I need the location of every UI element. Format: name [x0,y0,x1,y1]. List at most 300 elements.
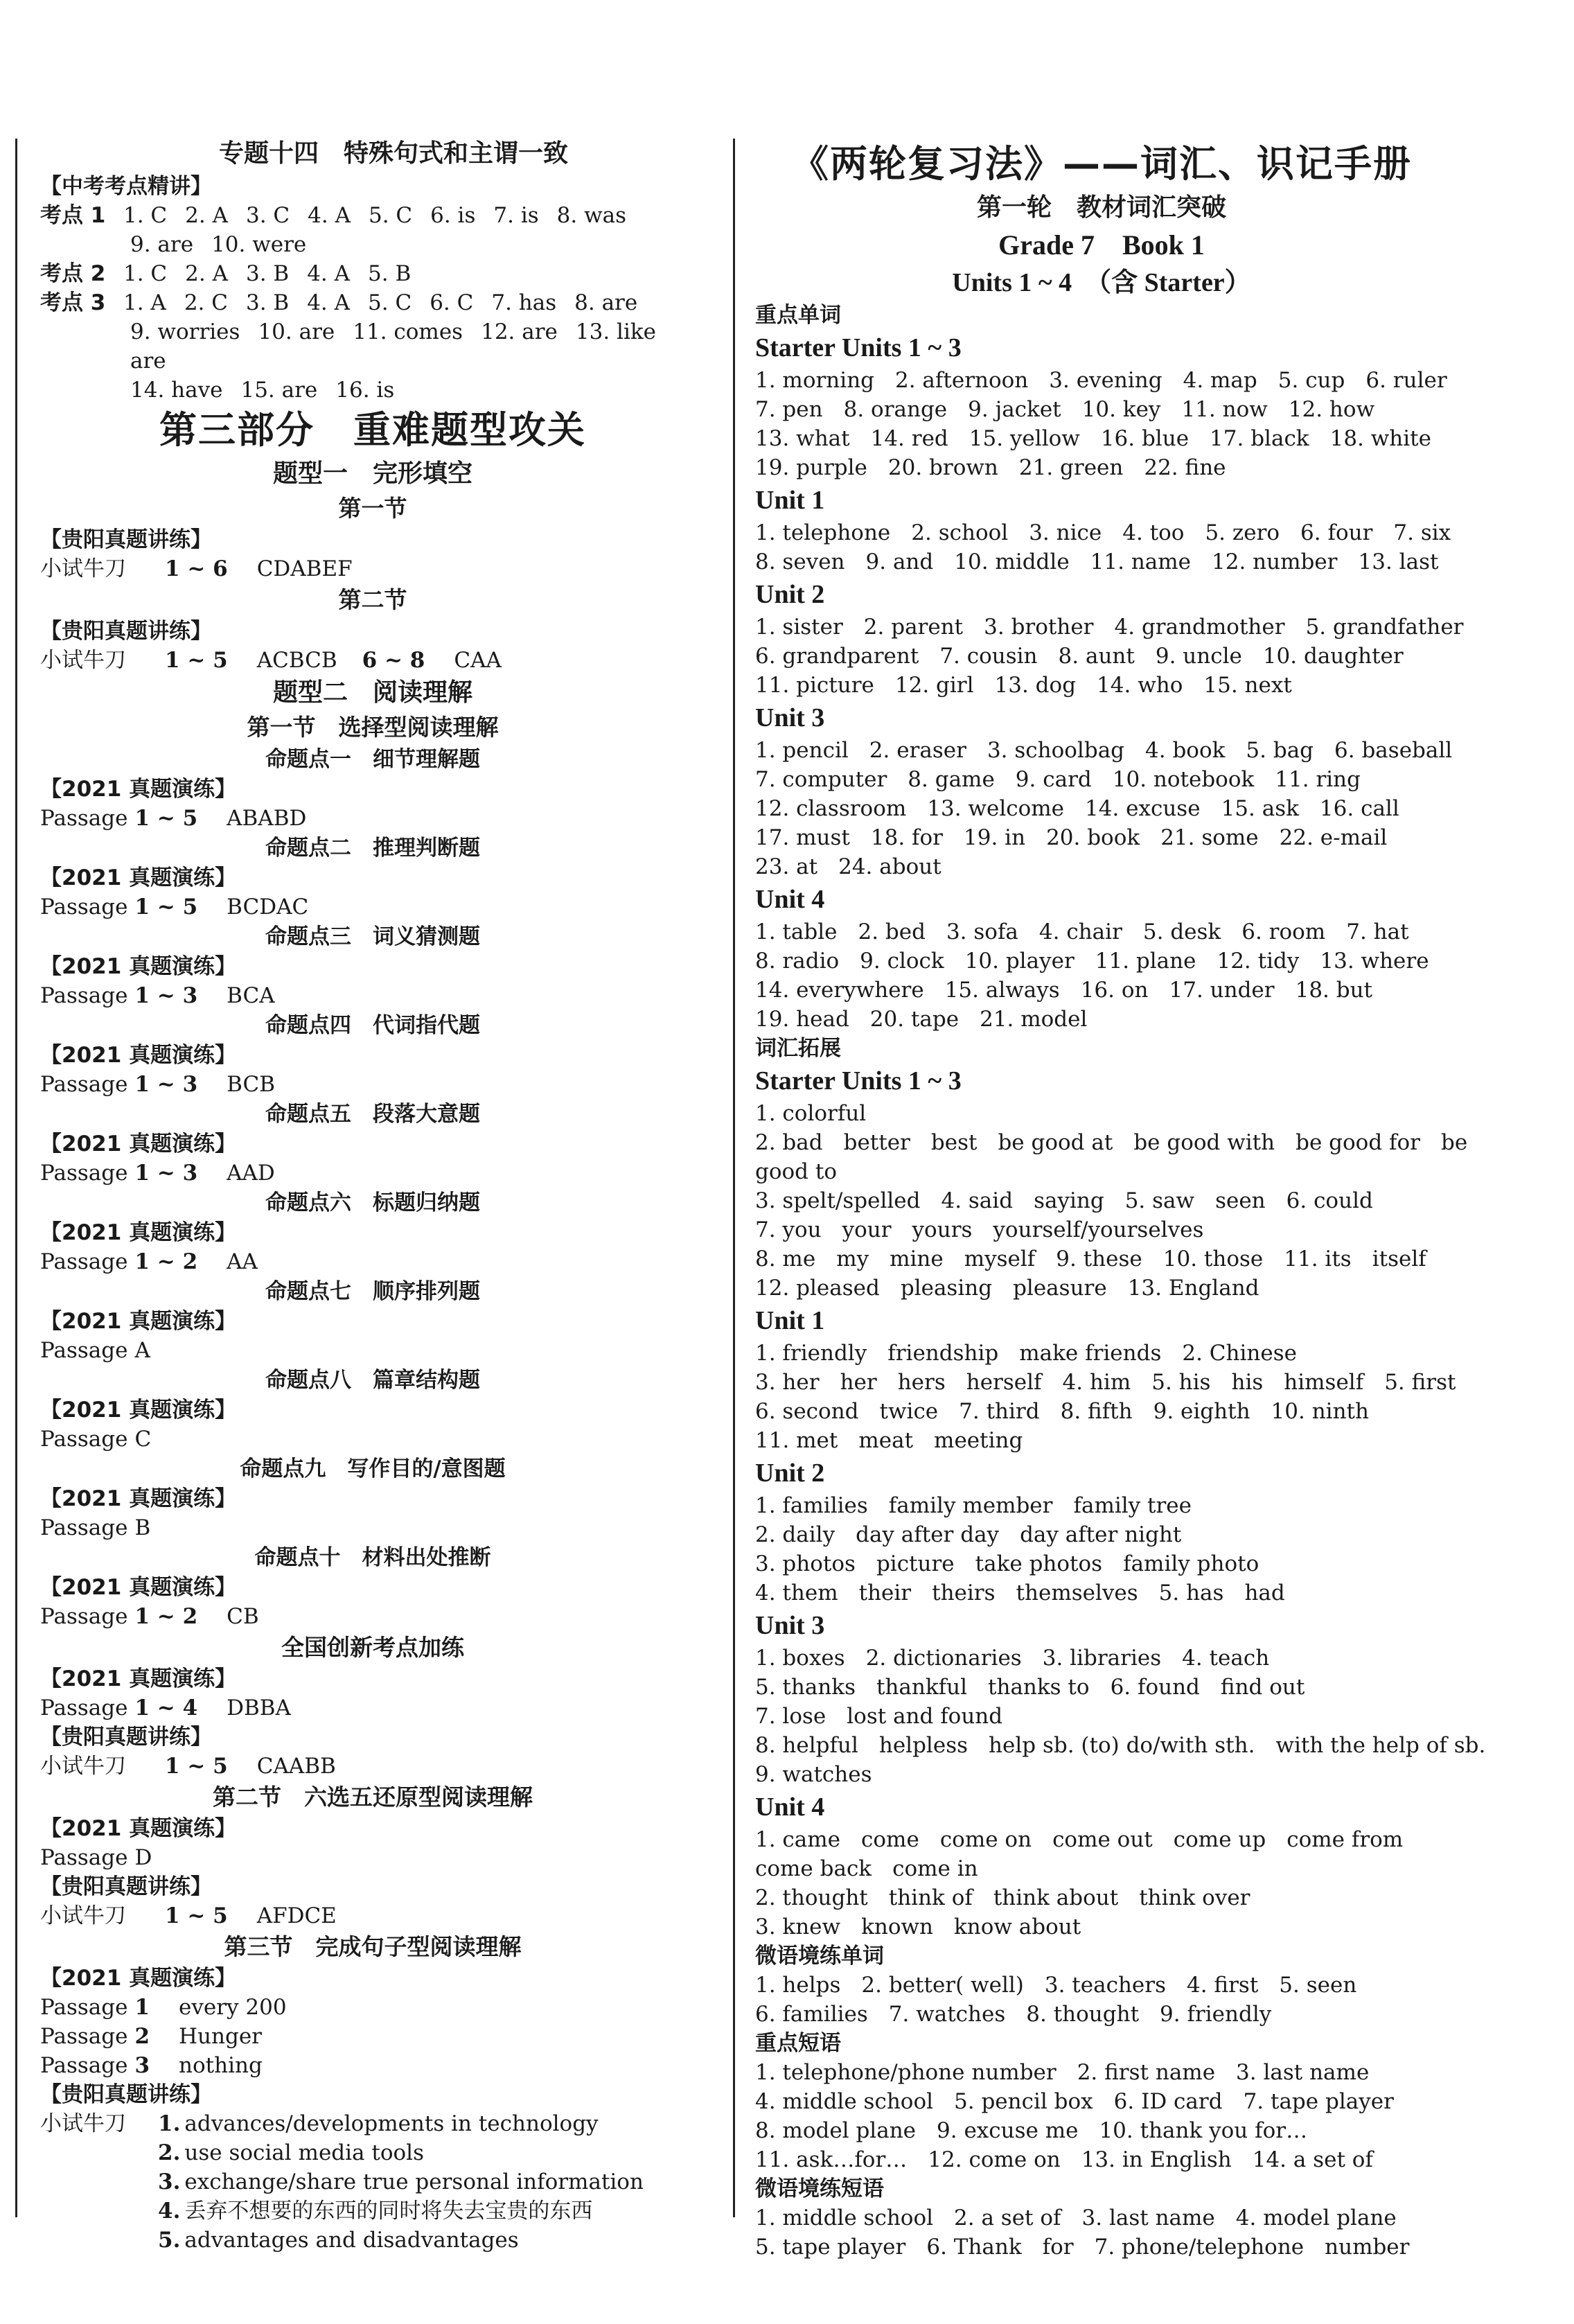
word-item: 10. notebook [1112,767,1255,792]
word-item: 2. afternoon [895,368,1029,393]
word-item: 10. middle [954,549,1070,574]
guiyang-tag-1: 【贵阳真题讲练】 [40,527,212,552]
word-item: 14. everywhere [755,978,924,1003]
xsnd-label: 小试牛刀 [40,556,126,581]
word-item: 3. brother [984,615,1094,640]
answer-item: 10. are [258,319,335,344]
answer-item: 5. C [368,203,413,228]
word-item: 3. last name [1236,2060,1370,2085]
r3-row-1 [40,1993,705,2022]
word-item: 18. for [870,825,944,850]
word-item: helpless [878,1733,969,1758]
word-item: 3. teachers [1044,1973,1166,1998]
word-item: her [840,1370,877,1395]
word-item: number [1325,2235,1410,2260]
cp10-row [40,1602,705,1631]
word-item: 1. boxes [755,1646,845,1671]
answer: Hunger [179,2024,262,2049]
passage-label: Passage [40,1161,128,1186]
passage-num: 3 [134,2053,150,2078]
word-item: 11. met [755,1428,838,1453]
kaodian-3-items-2 [130,317,705,376]
answer-item: 12. are [481,319,558,344]
word-item: 23. at [755,854,818,879]
word-item: 19. in [964,825,1026,850]
word-item: 13. in English [1081,2147,1232,2172]
list-row [755,1128,1468,1157]
word-item: seen [1215,1188,1266,1213]
cp1-row [40,804,705,833]
word-item: 2. daily [755,1522,835,1547]
item-num: 4. [158,2199,181,2224]
word-item: 2. eraser [869,738,966,763]
word-item: lost and found [847,1704,1003,1729]
word-item: take photos [975,1551,1103,1576]
word-item: known [861,1914,933,1939]
word-item: theirs [932,1581,996,1605]
qg-row [40,1693,705,1723]
word-item: 1. morning [755,368,874,393]
word-item: himself [1284,1370,1364,1395]
word-item: 17. black [1210,426,1309,451]
word-item: 10. ninth [1271,1399,1369,1424]
word-item: meeting [934,1428,1023,1453]
zhenti-tag: 【2021 真题演练】 [40,1220,237,1245]
starter-heading: Starter Units 1 ~ 3 [755,333,962,362]
vocab-expansion-heading: 词汇拓展 [755,1036,841,1061]
answer: BCB [227,1072,275,1097]
word-item: 5. his [1151,1370,1211,1395]
cp1-heading: 命题点一 细节理解题 [265,747,480,772]
list-row [755,1971,1448,2000]
word-item: 17. must [755,825,850,850]
item-text: advances/developments in technology [184,2111,599,2136]
word-item: 14. red [870,426,948,451]
word-item: 12. classroom [755,796,907,821]
answer-item: 14. have [130,378,223,403]
word-item: 2. a set of [954,2206,1061,2230]
word-item: good to [755,1159,837,1184]
list-row [755,1368,1456,1397]
list-row [755,1760,1448,1789]
word-item: 4. chair [1038,919,1122,944]
word-item: 21. model [980,1007,1088,1032]
word-item: 19. head [755,1007,849,1032]
answer-item: 2. A [185,261,228,286]
word-item: 9. uncle [1155,644,1242,669]
word-item: your [842,1217,892,1242]
answer: AAD [227,1161,275,1186]
word-item: 6. grandparent [755,644,919,669]
word-item: 4. grandmother [1114,615,1285,640]
answer: BCA [227,983,275,1008]
answer-item: 2. C [184,290,228,315]
passage-label: Passage [40,2024,128,2049]
list-row [755,852,1448,881]
answer-item: 1. C [123,261,168,286]
word-item: 3. knew [755,1914,841,1939]
list-row [755,2087,1448,2116]
word-item: 18. white [1329,426,1431,451]
xsnd-label: 小试牛刀 [40,2111,126,2136]
word-item: hers [897,1370,946,1395]
word-item: 10. daughter [1262,644,1404,669]
word-item: day after day [856,1522,1000,1547]
word-item: think over [1139,1885,1250,1910]
word-item: 3. libraries [1042,1646,1162,1671]
cp4-row [40,1070,705,1099]
list-row [755,1005,1448,1034]
word-item: 12. number [1212,549,1338,574]
topic-14-heading: 专题十四 特殊句式和主谓一致 [218,139,568,168]
word-item: 12. how [1288,397,1375,422]
word-item: 13. where [1320,949,1429,974]
word-item: for [1042,2235,1074,2260]
list-item [158,2167,644,2197]
word-item: 4. middle school [755,2089,934,2114]
word-item: friendship [887,1341,999,1366]
starter-expansion-list [755,1099,1468,1303]
unit-2-heading-2: Unit 2 [755,1459,825,1488]
word-item: 4. teach [1182,1646,1270,1671]
list-row [755,1549,1448,1578]
section-2-heading: 第二节 [338,586,407,613]
list-row [755,2203,1448,2233]
word-item: 3. spelt/spelled [755,1188,921,1213]
unit-3-expansion-list [755,1644,1486,1789]
word-item: 20. tape [869,1007,960,1032]
answer: A [134,1338,150,1363]
word-item: 6. room [1241,919,1326,944]
list-row [755,1644,1448,1673]
word-item: 1. middle school [755,2206,934,2230]
right-column [755,139,1486,2262]
answer: CDABEF [256,556,353,581]
kaodian-3-row-3 [40,376,705,405]
word-item: 2. bed [858,919,926,944]
list-row [755,1426,1448,1455]
word-item: 8. thought [1026,2002,1140,2027]
list-row [755,765,1448,794]
zhenti-tag: 【2021 真题演练】 [40,1575,237,1600]
answer-item: 6. is [430,203,476,228]
kaodian-3-items-3 [130,376,394,405]
answer: CAABB [256,1754,336,1779]
answer: BCDAC [227,895,309,919]
word-item: 10. key [1081,397,1161,422]
word-item: 13. dog [994,673,1077,698]
word-item: better [843,1130,910,1155]
word-item: my [836,1247,869,1271]
unit-1-heading: Unit 1 [755,486,825,515]
micro-context-words-list [755,1971,1448,2029]
item-text: advantages and disadvantages [184,2228,519,2253]
xsnd-label: 小试牛刀 [40,1903,126,1928]
word-item: 5. saw [1124,1188,1195,1213]
word-item: 20. brown [887,455,998,480]
word-item: 20. book [1046,825,1140,850]
word-item: 22. e-mail [1279,825,1388,850]
word-item: 13. welcome [927,796,1064,821]
list-row [755,794,1448,823]
starter-list [755,366,1448,482]
list-row [755,2116,1448,2145]
word-item: 14. who [1097,673,1183,698]
cp10-heading: 命题点十 材料出处推断 [254,1545,491,1570]
answer-item: 4. A [307,290,351,315]
word-item: 16. blue [1100,426,1190,451]
range: 1 ~ 3 [134,1161,198,1186]
word-item: 5. zero [1205,520,1280,545]
word-item: 11. name [1090,549,1192,574]
reading-section-2: 第二节 六选五还原型阅读理解 [213,1784,533,1811]
cp5-heading: 命题点五 段落大意题 [265,1102,480,1127]
list-row [755,1673,1448,1702]
unit-4-expansion-list [755,1825,1448,1942]
word-item: 1. families [755,1493,868,1518]
passage-num: 2 [134,2024,150,2049]
word-item: come up [1173,1827,1266,1852]
cp9-heading: 命题点九 写作目的/意图题 [240,1456,506,1481]
kaodian-1-items-2 [130,230,306,259]
item-num: 2. [158,2140,181,2165]
answer-item: 10. were [211,232,307,257]
list-row [755,1491,1448,1520]
word-item: 4. first [1187,1973,1259,1998]
word-item: 6. ID card [1113,2089,1223,2114]
part-3-heading: 第三部分 重难题型攻关 [159,408,586,452]
word-item: 8. game [908,767,995,792]
kaodian-1-row-2 [40,230,705,259]
list-row [755,1215,1448,1244]
word-item: 14. excuse [1085,796,1201,821]
cp6-heading: 命题点六 标题归纳题 [265,1190,480,1215]
word-item: thanks to [988,1675,1090,1700]
word-item: 9. jacket [968,397,1061,422]
word-item: come on [939,1827,1032,1852]
unit-1-expansion-list [755,1339,1456,1455]
range: 1 ~ 5 [134,895,198,919]
list-row [755,976,1448,1005]
list-row [755,1825,1448,1854]
zhenti-tag: 【2021 真题演练】 [40,1309,237,1334]
range-2: 6 ~ 8 [362,648,425,673]
guiyang-tag-4: 【贵阳真题讲练】 [40,1874,212,1899]
unit-4-list [755,917,1448,1034]
word-item: come out [1052,1827,1153,1852]
section-1-heading: 第一节 [338,495,407,522]
range: 1 ~ 5 [165,1903,228,1928]
word-item: 4. him [1062,1370,1131,1395]
word-item: 22. fine [1144,455,1226,480]
answer-item: 9. worries [130,319,240,344]
word-item: 12. tidy [1217,949,1300,974]
word-item: come from [1286,1827,1404,1852]
answer: CB [227,1604,259,1629]
word-item: pleasure [1013,1276,1107,1301]
word-item: 6. second [755,1399,859,1424]
unit-4-heading: Unit 4 [755,885,825,914]
cp2-row [40,892,705,922]
list-row [755,453,1448,482]
word-item: 11. its [1284,1247,1352,1271]
passage-label: Passage [40,895,128,919]
word-item: 7. cousin [939,644,1038,669]
word-item: best [930,1130,978,1155]
word-item: mine [890,1247,944,1271]
cp3-row [40,981,705,1010]
zhongkao-tag: 【中考考点精讲】 [40,174,212,199]
answer-item: are [130,349,166,373]
range: 1 ~ 6 [165,556,228,581]
r3-row-2 [40,2022,705,2051]
cp6-row [40,1247,705,1276]
list-row [755,1099,1448,1128]
word-item: 16. on [1080,978,1149,1003]
word-item: 6. families [755,2002,868,2027]
word-item: 2. first name [1077,2060,1216,2085]
word-item: 2. dictionaries [865,1646,1022,1671]
word-item: 5. first [1384,1370,1456,1395]
word-item: 9. clock [860,949,944,974]
word-item: 7. phone/telephone [1094,2235,1305,2260]
answer-item: 1. A [123,290,166,315]
word-item: picture [876,1551,955,1576]
item-text: exchange/share true personal information [184,2169,644,2194]
zhenti-tag: 【2021 真题演练】 [40,777,237,802]
reading-section-1: 第一节 选择型阅读理解 [247,714,499,741]
word-item: 7. six [1393,520,1451,545]
kaodian-3-row [40,288,705,317]
range: 1 ~ 4 [134,1696,198,1720]
word-item: 8. me [755,1247,816,1271]
passage-label: Passage [40,983,128,1008]
word-item: 5. pencil box [954,2089,1093,2114]
passage-num: 1 [134,1995,150,2020]
word-item: 11. picture [755,673,874,698]
unit-2-list [755,613,1464,700]
list-row [755,1397,1448,1426]
range: 1 ~ 5 [134,806,198,831]
word-item: 10. those [1162,1247,1264,1271]
word-item: 9. friendly [1160,2002,1272,2027]
word-item: themselves [1016,1581,1138,1605]
unit-3-heading: Unit 3 [755,703,825,732]
word-item: come in [892,1856,978,1881]
key-phrases-heading: 重点短语 [755,2031,841,2056]
cp3-heading: 命题点三 词义猜测题 [265,924,480,949]
word-item: 5. bag [1246,738,1314,763]
xsnd-label: 小试牛刀 [40,1754,126,1779]
word-item: 4. book [1145,738,1226,763]
handbook-title: 《两轮复习法》——词汇、识记手册 [791,142,1412,186]
unit-3-heading-2: Unit 3 [755,1611,825,1640]
unit-4-heading-2: Unit 4 [755,1793,825,1822]
answer-item: 7. has [491,290,557,315]
micro-context-phrases-list [755,2203,1448,2262]
word-item: family photo [1123,1551,1259,1576]
answer-item: 9. are [130,232,194,257]
range: 1 ~ 2 [134,1604,198,1629]
answer: DBBA [227,1696,291,1720]
list-item [158,2109,644,2138]
word-item: 3. her [755,1370,820,1395]
answer: C [134,1427,152,1452]
column-divider [733,139,735,2217]
item-text: use social media tools [184,2140,424,2165]
passage-label: Passage [40,1515,128,1540]
word-item: 8. model plane [755,2118,917,2143]
word-item: 12. pleased [755,1276,880,1301]
item-num: 1. [158,2111,181,2136]
r2-xsnd-row [40,1901,705,1930]
answer-item: 2. A [185,203,228,228]
left-column [40,136,705,2255]
r2-row [40,1843,705,1872]
answer: every 200 [179,1995,287,2020]
word-item: 1. helps [755,1973,841,1998]
answer: AA [227,1249,258,1274]
word-item: 1. table [755,919,838,944]
word-item: 7. hat [1346,919,1409,944]
kaodian-2-label: 考点 2 [40,261,106,286]
unit-2-heading: Unit 2 [755,580,825,609]
list-row [755,2145,1448,2174]
word-item: 5. desk [1142,919,1221,944]
r3-xsnd-block [40,2109,705,2255]
word-item: 6. baseball [1334,738,1453,763]
word-item: 2. bad [755,1130,823,1155]
word-item: be good at [998,1130,1113,1155]
list-row [755,518,1451,547]
zhenti-tag: 【2021 真题演练】 [40,865,237,890]
answer: ACBCB [256,648,337,673]
word-item: 15. ask [1221,796,1299,821]
list-item [158,2138,644,2167]
passage-label: Passage [40,806,128,831]
list-row [755,1578,1448,1608]
zhenti-tag: 【2021 真题演练】 [40,1966,237,1991]
word-item: 1. telephone [755,520,891,545]
word-item: day after night [1020,1522,1182,1547]
word-item: twice [879,1399,939,1424]
word-item: 11. ring [1275,767,1361,792]
cp2-heading: 命题点二 推理判断题 [265,836,480,861]
word-item: 6. Thank [926,2235,1022,2260]
word-item: know about [953,1914,1081,1939]
kaodian-3-items [123,288,637,317]
micro-context-phrases-heading: 微语境练短语 [755,2176,884,2201]
word-item: 13. what [755,426,850,451]
word-item: 10. player [964,949,1075,974]
passage-label: Passage [40,1338,128,1363]
word-item: 9. card [1015,767,1092,792]
word-item: 8. seven [755,549,845,574]
answer-item: 3. C [245,203,290,228]
word-item: come back [755,1856,872,1881]
word-item: be good for [1296,1130,1420,1155]
list-row [755,1520,1448,1549]
word-item: 12. girl [894,673,974,698]
word-item: 5. cup [1277,368,1345,393]
passage-label: Passage [40,1249,128,1274]
word-item: pleasing [900,1276,993,1301]
guiyang-tag-5: 【贵阳真题讲练】 [40,2082,212,2107]
word-item: 8. helpful [755,1733,858,1758]
word-item: their [858,1581,912,1605]
list-row [755,1702,1448,1731]
word-item: 1. colorful [755,1101,867,1126]
